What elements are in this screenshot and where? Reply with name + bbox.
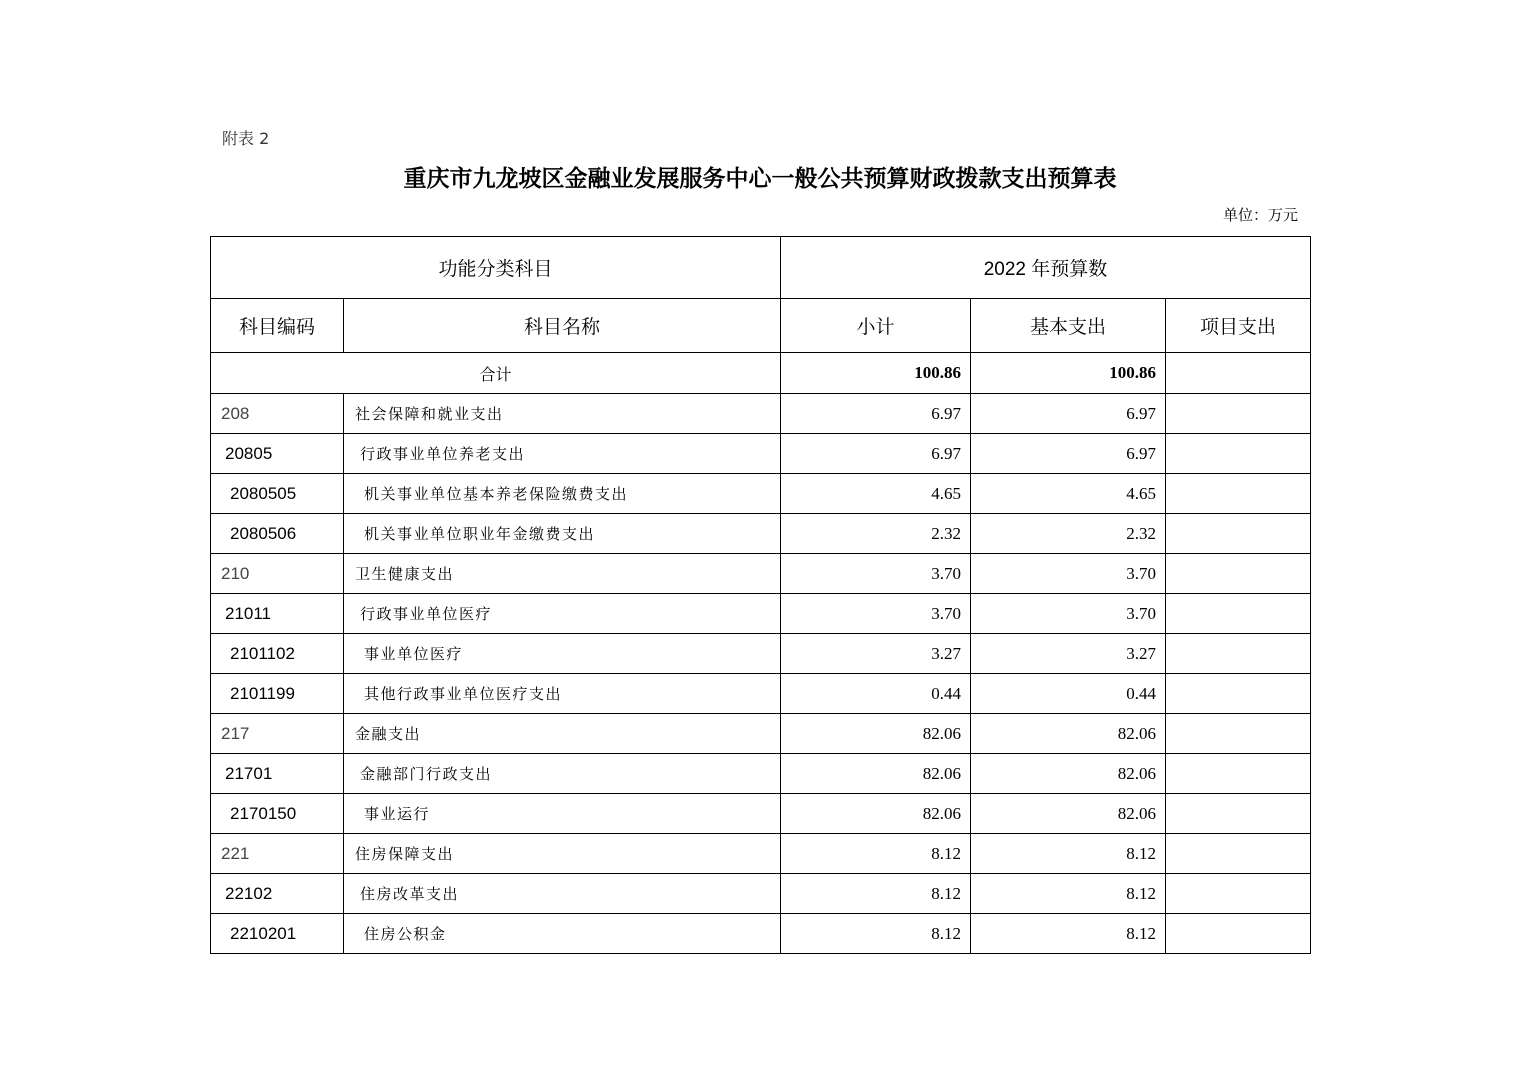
basic-value: 0.44 xyxy=(971,674,1166,714)
subject-name: 卫生健康支出 xyxy=(344,554,781,594)
table-row xyxy=(211,714,1311,754)
project-value xyxy=(1166,714,1311,754)
basic-value: 8.12 xyxy=(971,874,1166,914)
table-row xyxy=(211,594,1311,634)
subject-code: 2101199 xyxy=(211,674,344,714)
page-title: 重庆市九龙坡区金融业发展服务中心一般公共预算财政拨款支出预算表 xyxy=(403,165,1117,192)
total-project xyxy=(1166,353,1311,394)
project-value xyxy=(1166,594,1311,634)
subject-code: 22102 xyxy=(211,874,344,914)
subject-code: 21011 xyxy=(211,594,344,634)
basic-value: 8.12 xyxy=(971,914,1166,954)
subtotal-value: 6.97 xyxy=(781,394,971,434)
subject-code: 208 xyxy=(211,394,344,434)
header-row-group xyxy=(211,237,1311,299)
total-row xyxy=(211,353,1311,394)
basic-value: 82.06 xyxy=(971,794,1166,834)
subject-code: 210 xyxy=(211,554,344,594)
subject-name: 事业单位医疗 xyxy=(344,634,781,674)
table-row xyxy=(211,674,1311,714)
table-row xyxy=(211,834,1311,874)
attachment-label: 附表 2 xyxy=(222,129,270,148)
subtotal-value: 0.44 xyxy=(781,674,971,714)
subject-name: 机关事业单位职业年金缴费支出 xyxy=(344,514,781,554)
project-value xyxy=(1166,514,1311,554)
project-value xyxy=(1166,554,1311,594)
project-value xyxy=(1166,634,1311,674)
subject-code: 21701 xyxy=(211,754,344,794)
header-project-expenditure: 项目支出 xyxy=(1166,299,1311,353)
subtotal-value: 3.27 xyxy=(781,634,971,674)
table-row xyxy=(211,874,1311,914)
basic-value: 3.70 xyxy=(971,554,1166,594)
header-subject-code: 科目编码 xyxy=(211,299,344,353)
subject-name: 住房公积金 xyxy=(344,914,781,954)
table-row xyxy=(211,554,1311,594)
header-subtotal: 小计 xyxy=(781,299,971,353)
project-value xyxy=(1166,434,1311,474)
header-row-columns xyxy=(211,299,1311,353)
project-value xyxy=(1166,834,1311,874)
subject-code: 2080506 xyxy=(211,514,344,554)
table-row xyxy=(211,794,1311,834)
project-value xyxy=(1166,794,1311,834)
budget-table xyxy=(210,236,1311,954)
project-value xyxy=(1166,874,1311,914)
subject-name: 金融部门行政支出 xyxy=(344,754,781,794)
header-subject-name: 科目名称 xyxy=(344,299,781,353)
subtotal-value: 82.06 xyxy=(781,754,971,794)
table-row xyxy=(211,474,1311,514)
subtotal-value: 3.70 xyxy=(781,594,971,634)
basic-value: 3.70 xyxy=(971,594,1166,634)
basic-value: 82.06 xyxy=(971,754,1166,794)
table-row xyxy=(211,914,1311,954)
basic-value: 4.65 xyxy=(971,474,1166,514)
subject-code: 221 xyxy=(211,834,344,874)
subject-name: 行政事业单位医疗 xyxy=(344,594,781,634)
subtotal-value: 82.06 xyxy=(781,794,971,834)
table-row xyxy=(211,514,1311,554)
subject-code: 217 xyxy=(211,714,344,754)
project-value xyxy=(1166,394,1311,434)
project-value xyxy=(1166,474,1311,514)
basic-value: 3.27 xyxy=(971,634,1166,674)
project-value xyxy=(1166,754,1311,794)
basic-value: 6.97 xyxy=(971,434,1166,474)
table-row xyxy=(211,434,1311,474)
subtotal-value: 8.12 xyxy=(781,874,971,914)
header-budget-year: 2022 年预算数 xyxy=(781,237,1311,299)
project-value xyxy=(1166,674,1311,714)
subject-name: 机关事业单位基本养老保险缴费支出 xyxy=(344,474,781,514)
subtotal-value: 6.97 xyxy=(781,434,971,474)
subtotal-value: 4.65 xyxy=(781,474,971,514)
subject-name: 住房改革支出 xyxy=(344,874,781,914)
subtotal-value: 82.06 xyxy=(781,714,971,754)
unit-label: 单位：万元 xyxy=(1222,206,1298,224)
subject-code: 2080505 xyxy=(211,474,344,514)
subject-name: 事业运行 xyxy=(344,794,781,834)
basic-value: 82.06 xyxy=(971,714,1166,754)
table-row xyxy=(211,754,1311,794)
subtotal-value: 3.70 xyxy=(781,554,971,594)
subject-code: 2210201 xyxy=(211,914,344,954)
basic-value: 8.12 xyxy=(971,834,1166,874)
subject-code: 20805 xyxy=(211,434,344,474)
total-label: 合计 xyxy=(211,353,781,394)
subject-code: 2101102 xyxy=(211,634,344,674)
subject-name: 社会保障和就业支出 xyxy=(344,394,781,434)
subtotal-value: 8.12 xyxy=(781,834,971,874)
subtotal-value: 2.32 xyxy=(781,514,971,554)
table-row xyxy=(211,634,1311,674)
basic-value: 2.32 xyxy=(971,514,1166,554)
subtotal-value: 8.12 xyxy=(781,914,971,954)
table-row xyxy=(211,394,1311,434)
subject-name: 住房保障支出 xyxy=(344,834,781,874)
total-subtotal: 100.86 xyxy=(781,353,971,394)
project-value xyxy=(1166,914,1311,954)
subject-code: 2170150 xyxy=(211,794,344,834)
subject-name: 其他行政事业单位医疗支出 xyxy=(344,674,781,714)
subject-name: 行政事业单位养老支出 xyxy=(344,434,781,474)
header-basic-expenditure: 基本支出 xyxy=(971,299,1166,353)
basic-value: 6.97 xyxy=(971,394,1166,434)
subject-name: 金融支出 xyxy=(344,714,781,754)
total-basic: 100.86 xyxy=(971,353,1166,394)
header-functional-category: 功能分类科目 xyxy=(211,237,781,299)
